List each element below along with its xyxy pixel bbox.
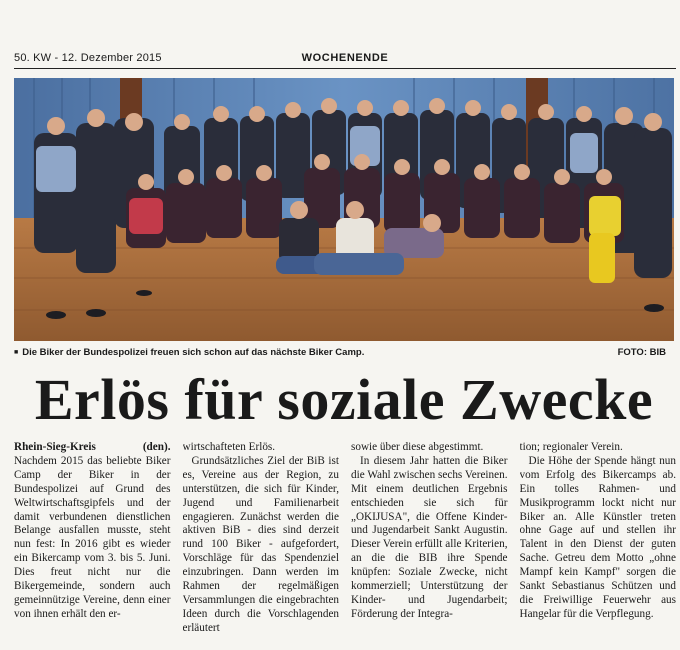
issue-date: 50. KW - 12. Dezember 2015 [14,52,162,64]
column-4-text: Die Höhe der Spende hängt nun vom Erfolg des Bikercamps ab. Ein tolles Rahmen- und Musikprogramm lockt nicht nur Biker an. Alle Künstler treten ohne Gage auf und stellen ihr Talent in den Dienst der guten Sache. Getreu dem Motto „ohne Mampf kein Kampf" sorgen die Sankt Sebastianus Schützen und die Freiwillige Feuerwehr aus Hangelar für die Verpflegung. [519,454,676,620]
page-header [14,52,676,69]
photo-credit: FOTO: BIB [617,347,666,358]
article-body [14,441,676,646]
column-3-lead: sowie über diese abgestimmt. [351,441,484,453]
group-photo [14,78,674,341]
column-2-lead: wirtschafteten Erlös. [182,441,276,453]
column-3-text: In diesem Jahr hatten die Biker die Wahl zwischen sechs Vereinen. Mit einem deutlichen Ergebnis entschieden sie sich für „OKIJUSA", die Offene Kinder- und Jugendarbeit Sankt Augustin. Dieser Verein erfüllt alle Kriterien, an die die BIB ihre Spende knüpfen: Soziale Zwecke, nicht kommerziell; Unterstützung der Kinder- und Jugendarbeit; Förderung der Integra- [351,454,508,620]
group-photo-illustration [14,78,674,341]
article-column-2 [183,441,340,646]
article-column-1 [14,441,171,646]
caption-text: ■ Die Biker der Bundespolizei freuen sich schon auf das nächste Biker Camp. [14,347,364,358]
photo-caption [14,347,674,361]
dateline: Rhein-Sieg-Kreis (den). [14,441,171,453]
article-headline: Erlös für soziale Zwecke [34,367,654,432]
article-column-4 [520,441,677,646]
column-4-lead: tion; regionaler Verein. [519,441,623,453]
column-2-text: Grundsätzliches Ziel der BiB ist es, Vereine aus der Region, zu unterstützen, die sich für Kinder, Jugend und Familienarbeit engagieren. Zunächst werden die aktiven BiB - dies sind derzeit rund 100 Biker - aufgefordert, Vorschläge für das Spendenziel einzubringen. Dann werden im Rahmen der regelmäßigen Versammlungen die eingebrachten Ideen durch die Vorschlagenden erläutert [182,454,339,634]
article-column-3 [351,441,508,646]
section-title: WOCHENENDE [301,52,389,64]
column-1-text: Nachdem 2015 das beliebte Biker Camp der Biker in der Bundespolizei auf Grund des Weltwirtschaftsgipfels und der damit verbundenen dienstlichen Belange ausfallen musste, steht nun fest: In 2016 gibt es wieder ein Bikercamp vom 3. bis 5. Juni. Dies freut nicht nur die Bikergemeinde, sondern auch gemeinnützige Vereine, denn einer von ihnen erhält den er- [14,454,171,620]
